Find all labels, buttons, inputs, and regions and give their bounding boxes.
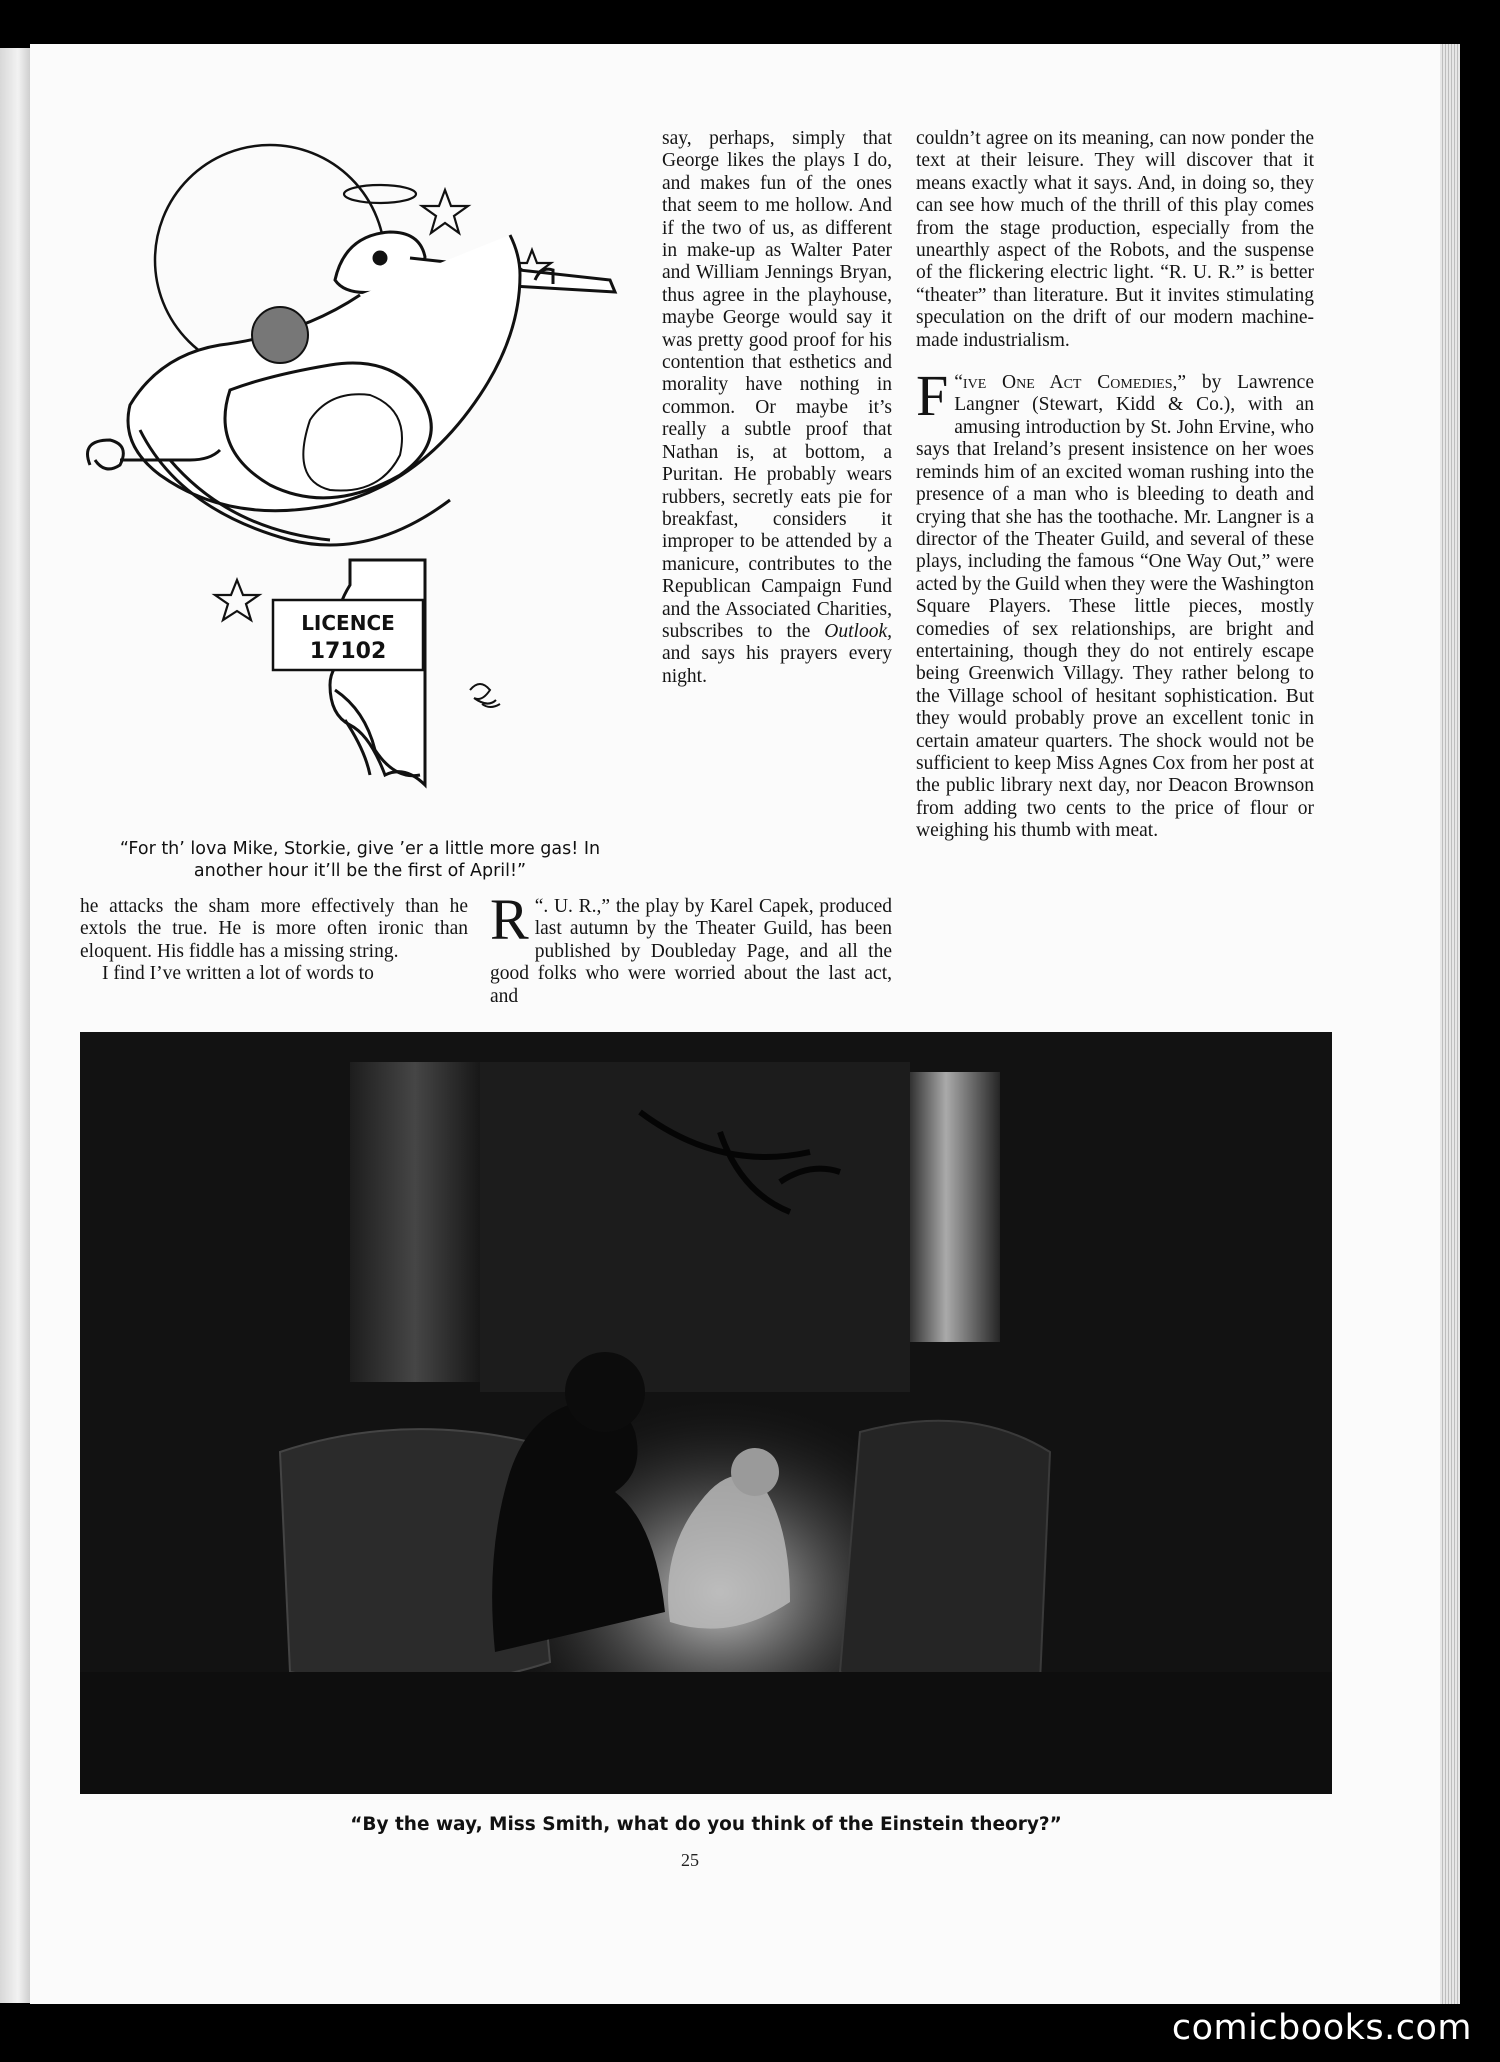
- artist-monogram: [470, 684, 500, 707]
- outlook-title: Outlook,: [824, 620, 892, 642]
- article-column-middle-top: [662, 128, 892, 688]
- dropcap-f: F: [916, 363, 949, 429]
- woman-head: [731, 1448, 779, 1496]
- page-number: 25: [681, 1850, 699, 1870]
- book-title-smallcaps: ive One Act Comedies,: [962, 372, 1178, 394]
- baby-head: [252, 307, 308, 363]
- armchair-right: [840, 1421, 1050, 1695]
- left-paragraph-2: I find I’ve written a lot of words to: [102, 963, 374, 985]
- licence-line1: LICENCE: [301, 611, 395, 635]
- star-icon: [422, 190, 468, 233]
- star-icon: [215, 580, 259, 620]
- watermark-text: comicbooks.com: [1171, 2008, 1472, 2048]
- left-page-edge: [0, 48, 30, 2003]
- window-right: [910, 1072, 1000, 1342]
- middle-top-text-end: and says his prayers every night.: [662, 643, 892, 687]
- illustration-scene: [80, 1032, 1332, 1794]
- rur-open-quote: “: [534, 896, 544, 917]
- licence-line2: 17102: [309, 639, 387, 664]
- cartoon-caption: “For th’ lova Mike, Storkie, give ’er a little more gas! In another hour it’ll be the first of April!”: [119, 839, 601, 881]
- article-column-right: [916, 128, 1314, 843]
- illustration-caption: “By the way, Miss Smith, what do you think of the Einstein theory?”: [350, 1814, 1062, 1835]
- halo: [344, 185, 416, 203]
- wall-panel: [480, 1062, 910, 1392]
- article-column-middle-bottom: [490, 887, 892, 1008]
- dropcap-r: R: [490, 887, 529, 952]
- review-text: ” by Lawrence Langner (Stewart, Kidd & Co.), with an amusing introduction by St. John Ervine, who says that Ireland’s present insistence on her woes reminds him of an excited woman rushing into the presence of a man who is bleeding to death and crying that she has the toothache. Mr. Langner is a director of the Theater Guild, and several of these plays, including the famous “One Way Out,” were acted by the Guild when they were the Washington Square Players. These little pieces, mostly comedies of sex relationships, are bright and entertaining, though they do not entirely escape being Greenwich Villagy. They rather belong to the Village school of hesitant sophistication. But they would probably prove an excellent tonic in certain amateur quarters. The shock would not be sufficient to keep Miss Agnes Cox from her post at the public library next day, nor Deacon Brownson from adding two cents to the price of flour or weighing his thumb with meat.: [916, 372, 1314, 842]
- window-left: [350, 1062, 480, 1382]
- page-stack-edge: [1440, 44, 1460, 2004]
- review-open-quote: “: [954, 372, 963, 394]
- charcoal-illustration: [80, 1032, 1332, 1794]
- stork-cartoon: [80, 130, 640, 830]
- right-paragraph-1: couldn’t agree on its meaning, can now ponder the text at their leisure. They will discover that it means exactly what it says. And, in doing so, they can see how much of the thrill of this play comes from the stage production, especially from the unearthly aspect of the Robots, and the suspense of the flickering electric light. “R. U. R.” is better “theater” than literature. But it invites stimulating speculation on the drift of our modern machine-made industrialism.: [916, 128, 1314, 351]
- rur-text: . U. R.,” the play by Karel Capek, produced last autumn by the Theater Guild, has been published by Doubleday Page, and all the good folks who were worried about the last act, and: [490, 896, 892, 1007]
- middle-top-text: say, perhaps, simply that George likes the plays I do, and makes fun of the ones that seem to me hollow. And if the two of us, as different in make-up as Walter Pater and William Jennings Bryan, thus agree in the playhouse, maybe George would say it was pretty good proof for his contention that esthetics and morality have nothing in common. Or maybe it’s really a subtle proof that Nathan is, at bottom, a Puritan. He probably wears rubbers, secretly eats pie for breakfast, considers it improper to be attended by a manicure, contributes to the Republican Campaign Fund and the Associated Charities, subscribes to the: [662, 128, 892, 642]
- floor: [80, 1672, 1332, 1794]
- man-head: [565, 1352, 645, 1432]
- article-column-left-bottom: [80, 896, 468, 986]
- left-paragraph-1: he attacks the sham more effectively than he extols the true. He is more often ironic than eloquent. His fiddle has a missing string.: [80, 896, 468, 962]
